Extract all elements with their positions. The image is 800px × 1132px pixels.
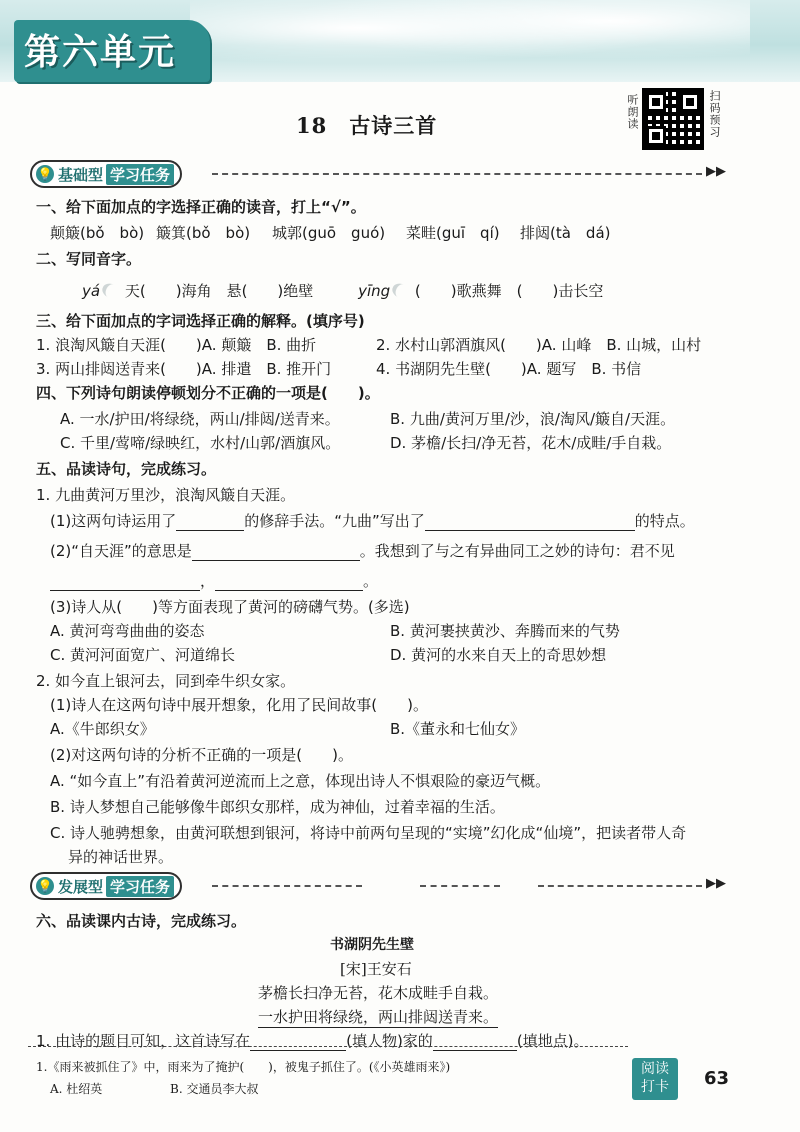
q5-option: B.《董永和七仙女》 xyxy=(390,720,526,738)
answer-blank[interactable] xyxy=(433,1036,517,1051)
header-cloud-decoration xyxy=(190,0,750,70)
q1-item: 城郭(guō guó) xyxy=(272,224,386,242)
q5-option-cont: 异的神话世界。 xyxy=(68,848,174,866)
q5-1-1: (1)这两句诗运用了 的修辞手法。“九曲”写出了 的特点。 xyxy=(50,512,695,530)
q3-item: 1. 浪淘风簸自天涯( )A. 颠簸 B. 曲折 xyxy=(36,336,317,354)
q4-option: A. 一水/护田/将绿绕，两山/排闼/送青来。 xyxy=(60,410,340,428)
answer-blank[interactable] xyxy=(192,546,360,561)
q4-option: C. 千里/莺啼/绿映红，水村/山郭/酒旗风。 xyxy=(60,434,341,452)
badge-line: 打卡 xyxy=(641,1079,669,1095)
q5-option: C. 诗人驰骋想象，由黄河联想到银河，将诗中前两句呈现的“实境”幻化成“仙境”，把读者带人奇 xyxy=(50,824,687,842)
q2-line xyxy=(82,280,603,301)
q3-item: 3. 两山排闼送青来( )A. 排遣 B. 推开门 xyxy=(36,360,332,378)
answer-blank[interactable] xyxy=(250,1036,346,1051)
reading-checkin-badge[interactable] xyxy=(632,1058,678,1100)
q5-1-2: (2)“自天涯”的意思是 。我想到了与之有异曲同工之妙的诗句：君不见 xyxy=(50,542,675,560)
q6-1: 1. 由诗的题目可知，这首诗写在 (填人物)家的 (填地点)。 xyxy=(36,1032,589,1050)
section-tag: 学习任务 xyxy=(106,164,174,185)
poem-author: [宋]王安石 xyxy=(340,960,412,978)
q5-title: 五、品读诗句，完成练习。 xyxy=(36,460,217,478)
q5-1-3: (3)诗人从( )等方面表现了黄河的磅礴气势。(多选) xyxy=(50,598,410,616)
q4-option: B. 九曲/黄河万里/沙，浪/淘风/簸自/天涯。 xyxy=(390,410,676,428)
q3-item: 4. 书湖阴先生壁( )A. 题写 B. 书信 xyxy=(376,360,642,378)
q5-option: B. 黄河裹挟黄沙、奔腾而来的气势 xyxy=(390,622,620,640)
page-number: 63 xyxy=(704,1068,730,1089)
section-basic-banner xyxy=(30,160,730,186)
q5-option: A. “如今直上”有沿着黄河逆流而上之意，体现出诗人不惧艰险的豪迈气概。 xyxy=(50,772,551,790)
q4-title: 四、下列诗句朗读停顿划分不正确的一项是( )。 xyxy=(36,384,380,402)
q4-option: D. 茅檐/长扫/净无苔，花木/成畦/手自栽。 xyxy=(390,434,672,452)
answer-blank[interactable] xyxy=(425,516,635,531)
section-label: 基础型 xyxy=(58,165,104,184)
q5-option: D. 黄河的水来自天上的奇思妙想 xyxy=(390,646,607,664)
pinyin-ya: yá xyxy=(82,282,101,300)
q1-item: 菜畦(guī qí) xyxy=(406,224,500,242)
poem-line: 一水护田将绿绕，两山排闼送青来。 xyxy=(258,1008,499,1026)
q5-2-2: (2)对这两句诗的分析不正确的一项是( )。 xyxy=(50,746,353,764)
poem-title: 书湖阴先生壁 xyxy=(330,937,414,953)
unit-title: 第六单元 xyxy=(24,32,177,73)
q1-item: 排闼(tà dá) xyxy=(520,224,611,242)
swirl-icon xyxy=(390,281,412,301)
lightbulb-icon: 💡 xyxy=(37,167,53,181)
answer-blank[interactable] xyxy=(50,576,200,591)
footer-option: B. 交通员李大叔 xyxy=(170,1082,259,1096)
q6-title: 六、品读课内古诗，完成练习。 xyxy=(36,912,247,930)
section-develop-banner xyxy=(30,872,730,898)
footer-option: A. 杜绍英 xyxy=(50,1082,103,1096)
q5-sentence-2: 2. 如今直上银河去，同到牵牛织女家。 xyxy=(36,672,296,690)
q5-option: A. 黄河弯弯曲曲的姿态 xyxy=(50,622,205,640)
q5-sentence-1: 1. 九曲黄河万里沙，浪淘风簸自天涯。 xyxy=(36,486,296,504)
q5-option: B. 诗人梦想自己能够像牛郎织女那样，成为神仙，过着幸福的生活。 xyxy=(50,798,505,816)
footer-note: 1.《雨来被抓住了》中，雨来为了掩护( )，被鬼子抓住了。(《小英雄雨来》) xyxy=(36,1060,451,1074)
badge-line: 阅读 xyxy=(641,1061,669,1077)
q5-1-2-cont: ， 。 xyxy=(50,570,378,591)
footer-divider xyxy=(28,1046,628,1047)
q2-blank-group-2: ( )歌燕舞 ( )击长空 xyxy=(414,282,604,300)
q5-option: A.《牛郎织女》 xyxy=(50,720,155,738)
lesson-title: 18 古诗三首 xyxy=(296,113,438,138)
qr-label-preview: 扫码预习 xyxy=(708,90,721,138)
q5-2-1: (1)诗人在这两句诗中展开想象，化用了民间故事( )。 xyxy=(50,696,428,714)
answer-blank[interactable] xyxy=(176,516,244,531)
q2-title: 二、写同音字。 xyxy=(36,250,142,268)
pinyin-ying: yīng xyxy=(358,282,391,300)
section-tag: 学习任务 xyxy=(106,876,174,897)
swirl-icon xyxy=(100,281,122,301)
qr-code-icon[interactable] xyxy=(642,88,704,150)
lightbulb-icon: 💡 xyxy=(37,879,53,893)
double-arrow-icon: ▶▶ xyxy=(706,876,726,891)
q1-item: 簸箕(bǒ bò) xyxy=(156,224,251,242)
qr-label-listen: 听朗读 xyxy=(626,94,639,130)
q1-title: 一、给下面加点的字选择正确的读音，打上“√”。 xyxy=(36,198,366,216)
poem-line: 茅檐长扫净无苔，花木成畦手自栽。 xyxy=(258,984,499,1002)
q3-item: 2. 水村山郭酒旗风( )A. 山峰 B. 山城，山村 xyxy=(376,336,702,354)
answer-blank[interactable] xyxy=(215,576,363,591)
q5-option: C. 黄河河面宽广、河道绵长 xyxy=(50,646,236,664)
q2-blank-group-1: 天( )海角 悬( )绝壁 xyxy=(124,282,314,300)
double-arrow-icon: ▶▶ xyxy=(706,164,726,179)
section-label: 发展型 xyxy=(58,877,104,896)
q1-item: 颠簸(bǒ bò) xyxy=(50,224,145,242)
q3-title: 三、给下面加点的字词选择正确的解释。(填序号) xyxy=(36,312,365,330)
